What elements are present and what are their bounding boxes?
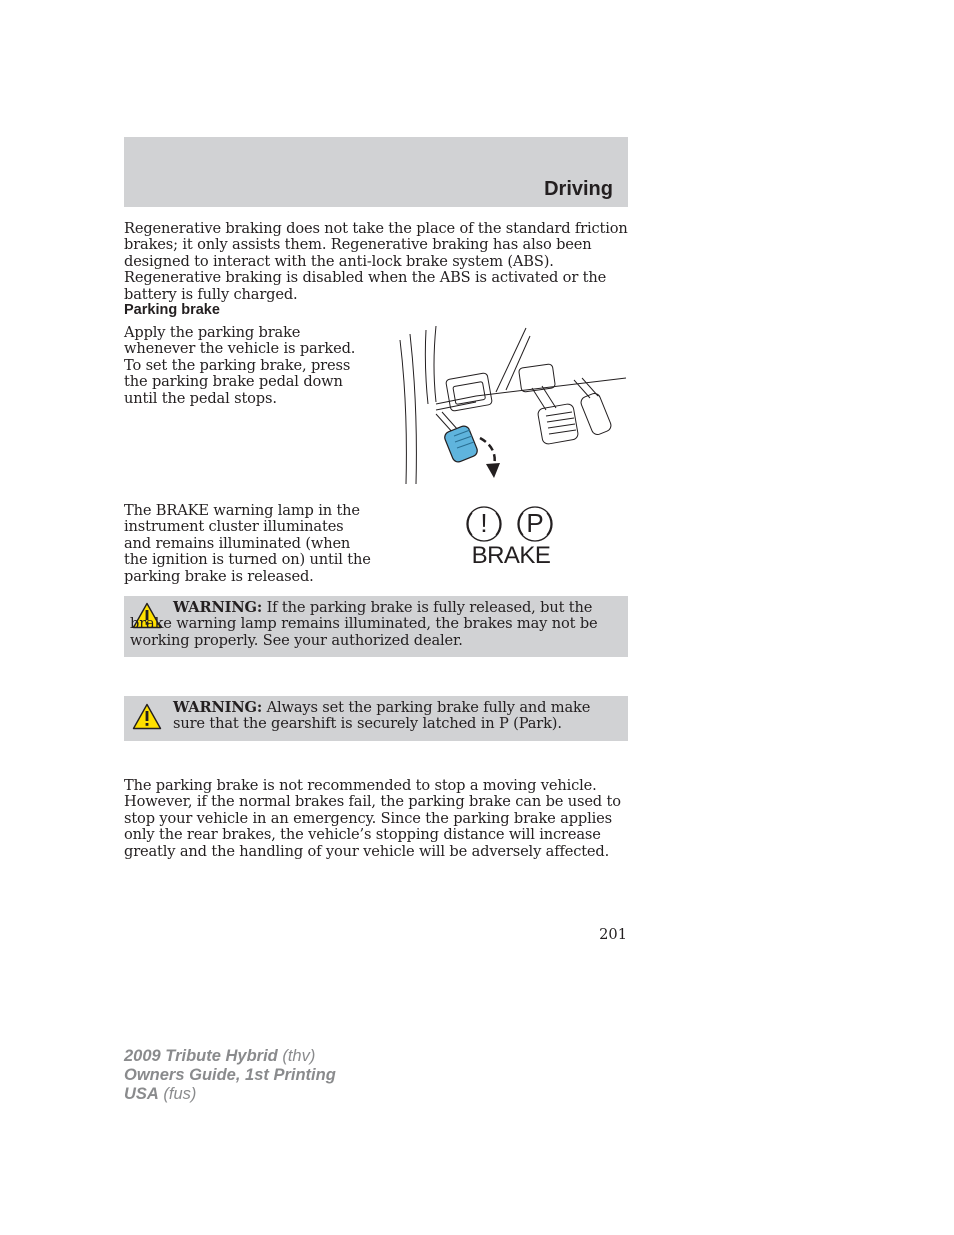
footer-market: USA	[124, 1085, 159, 1103]
warning-text-2	[173, 700, 618, 733]
lamp-park-letter: P	[526, 508, 544, 538]
section-header-band	[124, 137, 628, 207]
footer-model: 2009 Tribute Hybrid	[124, 1047, 278, 1065]
footer-market-code: (fus)	[158, 1085, 197, 1103]
footer-edition: Owners Guide, 1st Printing	[124, 1066, 336, 1084]
warning-text-1	[130, 600, 618, 649]
intro-paragraph: Regenerative braking does not take the place of the standard friction brakes; it only assists them. Regenerative braking has also been designed to interact with the anti-lock brake system (ABS). Regenerative braking is disabled when the ABS is activated or the battery is fully charged.	[124, 220, 628, 303]
footer-model-code: (thv)	[277, 1047, 316, 1065]
closing-paragraph: The parking brake is not recommended to stop a moving vehicle. However, if the normal brakes fail, the parking brake can be used to stop your vehicle in an emergency. Since the parking brake applies only the rear brakes, the vehicle’s stopping distance will increase greatly and the handling of your vehicle will be adversely affected.	[124, 777, 621, 860]
footer-line-2	[124, 1066, 336, 1085]
warning-body-2: Always set the parking brake fully and make sure that the gearshift is securely latched in P (Park).	[173, 699, 591, 733]
footer-line-3	[124, 1085, 336, 1104]
warning-box-2	[124, 696, 628, 741]
page-number: 201	[599, 926, 627, 943]
warning-box-1	[124, 596, 628, 657]
brake-lamp-text: The BRAKE warning lamp in the instrument cluster illuminates and remains illuminated (when the ignition is turned on) until the parking brake is released.	[124, 502, 371, 585]
warning-label-1: WARNING:	[173, 599, 263, 616]
warning-triangle-icon	[132, 703, 162, 730]
parking-brake-pedal-illustration	[396, 326, 628, 486]
warning-label-2: WARNING:	[173, 699, 263, 716]
lamp-exclamation: !	[480, 508, 488, 538]
warning-body-1: If the parking brake is fully released, but the brake warning lamp remains illuminated, the brakes may not be working properly. See your authorized dealer.	[130, 599, 598, 649]
parking-brake-apply-text: Apply the parking brake whenever the vehicle is parked. To set the parking brake, press the parking brake pedal down until the pedal stops.	[124, 324, 356, 407]
footer-line-1	[124, 1047, 336, 1066]
section-title: Driving	[544, 178, 613, 200]
brake-warning-lamp-symbol	[462, 505, 558, 571]
lamp-brake-label: BRAKE	[471, 542, 551, 569]
parking-brake-heading: Parking brake	[124, 302, 220, 318]
document-footer	[124, 1047, 336, 1104]
